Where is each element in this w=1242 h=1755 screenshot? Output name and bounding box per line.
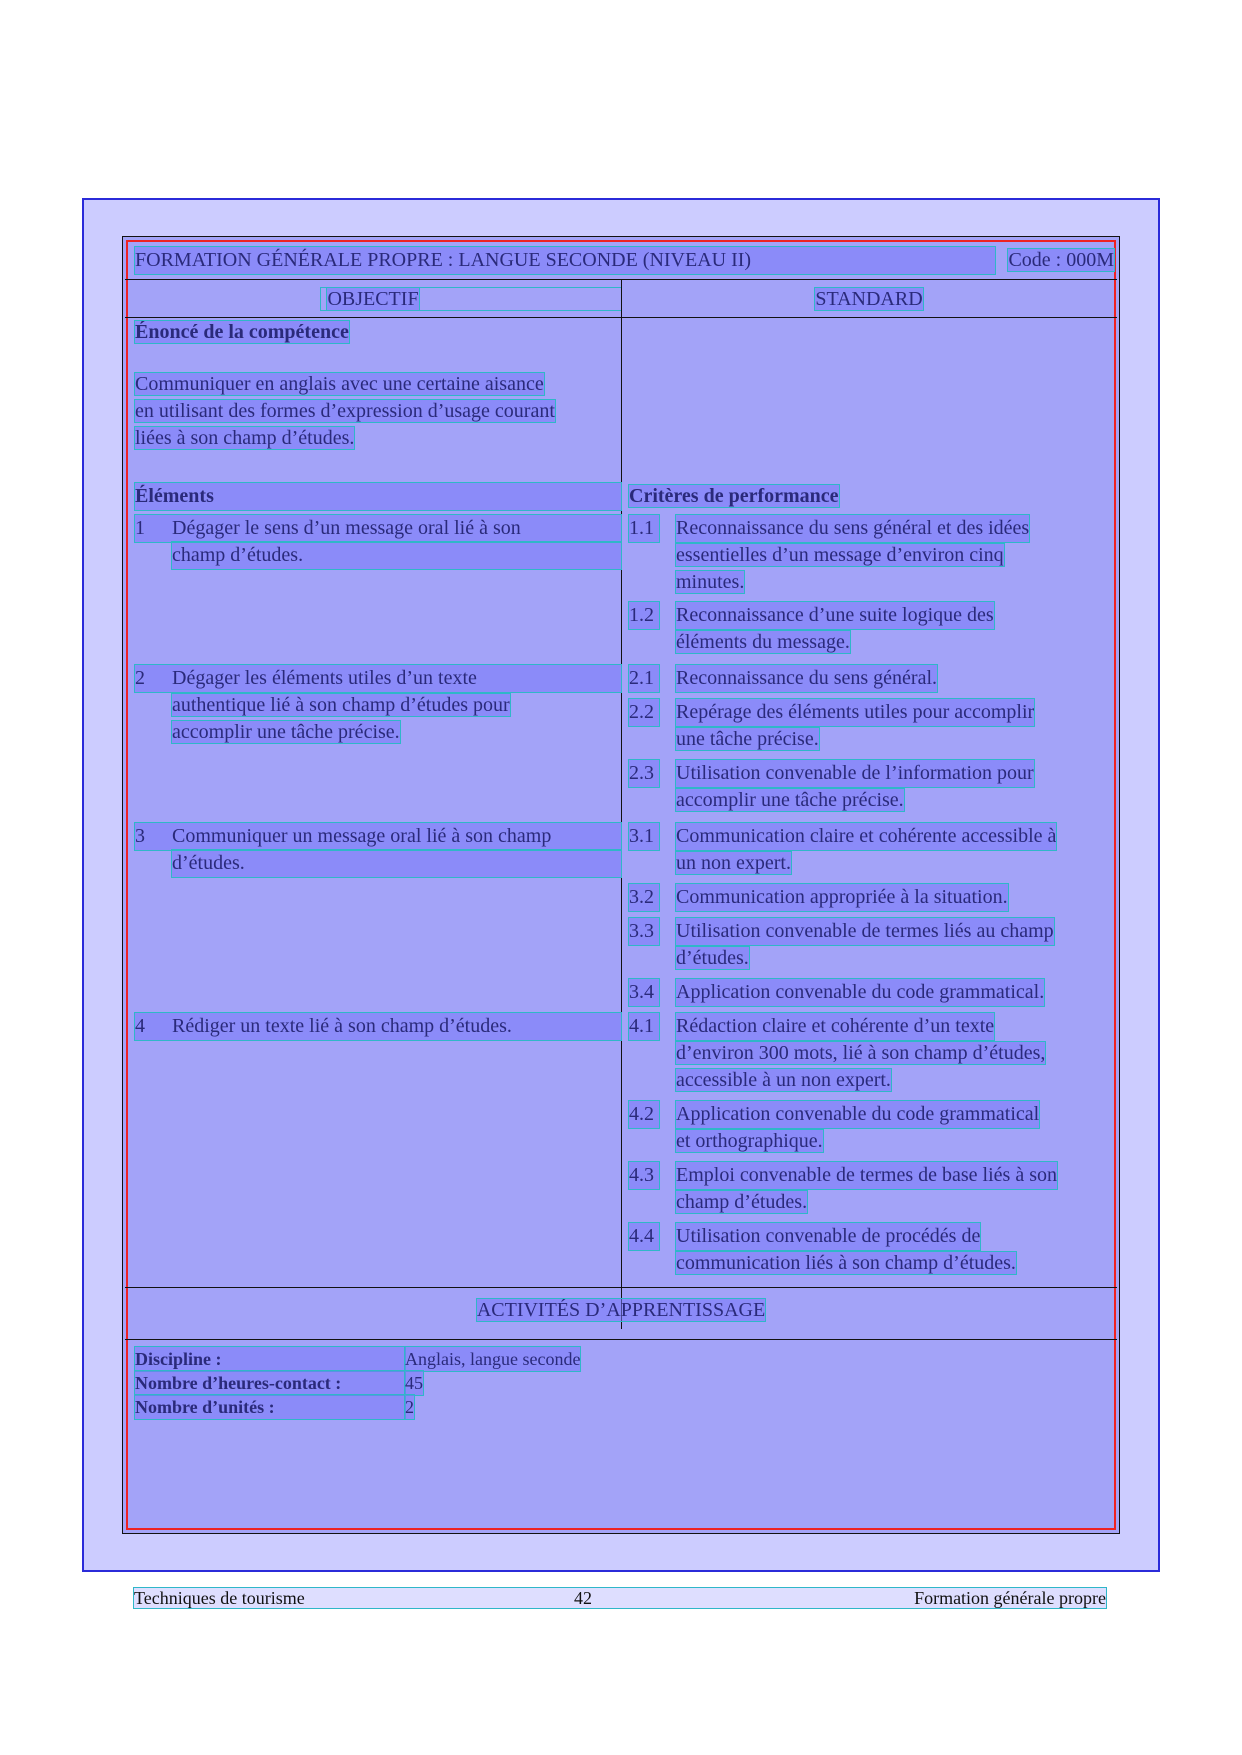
criterion-line: d’environ 300 mots, lié à son champ d’études, [676, 1042, 1046, 1064]
column-header-standard [621, 286, 1117, 313]
criterion-number: 3.3 [629, 918, 659, 945]
detail-label: Nombre d’unités : [135, 1395, 405, 1419]
detail-row [135, 1395, 580, 1419]
element-number: 1 [135, 517, 145, 539]
element-line: Rédiger un texte lié à son champ d’études. [172, 1015, 512, 1037]
detail-row [135, 1371, 580, 1395]
element-item [135, 1013, 621, 1040]
criterion-item [629, 1162, 1115, 1216]
element-item [135, 665, 621, 746]
criteria-heading-text: Critères de performance [629, 485, 839, 507]
criterion-line: une tâche précise. [676, 728, 819, 750]
column-header-objectif-text: OBJECTIF [327, 288, 419, 310]
criterion-number: 3.1 [629, 823, 659, 850]
element-line: d’études. [172, 852, 245, 874]
criterion-line: Utilisation convenable de procédés de [676, 1223, 980, 1250]
criterion-number: 1.1 [629, 515, 659, 542]
criterion-item [629, 699, 1115, 753]
divider [125, 1287, 1117, 1288]
activities-title [125, 1297, 1117, 1324]
table-title [135, 247, 995, 274]
criteria-heading [629, 483, 839, 510]
criterion-line: communication liés à son champ d’études. [676, 1252, 1016, 1274]
course-code-text: Code : 000M [1008, 249, 1114, 271]
element-line: Dégager les éléments utiles d’un texte [172, 667, 477, 689]
criterion-line: Reconnaissance du sens général et des idées [676, 515, 1029, 542]
criterion-line: Reconnaissance du sens général. [676, 665, 937, 692]
detail-label: Discipline : [135, 1347, 405, 1371]
criterion-number: 4.4 [629, 1223, 659, 1250]
element-line: Communiquer un message oral lié à son champ [172, 825, 552, 847]
element-line: Dégager le sens d’un message oral lié à son [172, 517, 521, 539]
course-code [994, 247, 1114, 274]
element-line: authentique lié à son champ d’études pour [172, 694, 510, 716]
criterion-line: accessible à un non expert. [676, 1069, 891, 1091]
criterion-item [629, 823, 1115, 877]
criterion-item [629, 1013, 1115, 1094]
detail-label: Nombre d’heures-contact : [135, 1371, 405, 1395]
element-number: 2 [135, 667, 145, 689]
criterion-item [629, 884, 1115, 911]
criterion-item [629, 1223, 1115, 1277]
table-title-text: FORMATION GÉNÉRALE PROPRE : LANGUE SECONDE (NIVEAU II) [135, 249, 752, 271]
criterion-number: 3.2 [629, 884, 659, 911]
criterion-line: Repérage des éléments utiles pour accomplir [676, 699, 1034, 726]
criterion-number: 4.3 [629, 1162, 659, 1189]
criterion-line: Utilisation convenable de termes liés au champ [676, 918, 1054, 945]
competence-heading [135, 319, 349, 346]
column-header-standard-text: STANDARD [815, 288, 923, 310]
detail-row [135, 1347, 580, 1371]
criterion-line: essentielles d’un message d’environ cinq [676, 544, 1004, 566]
criterion-number: 1.2 [629, 602, 659, 629]
competence-statement [135, 371, 555, 452]
criterion-line: Application convenable du code grammatical [676, 1101, 1039, 1128]
competence-line: liées à son champ d’études. [135, 427, 355, 449]
element-line: accomplir une tâche précise. [172, 721, 400, 743]
criterion-item [629, 760, 1115, 814]
criterion-item [629, 665, 1115, 692]
detail-value: Anglais, langue seconde [405, 1349, 581, 1369]
competence-heading-text: Énoncé de la compétence [135, 321, 349, 343]
elements-heading [135, 483, 621, 510]
criterion-line: champ d’études. [676, 1191, 808, 1213]
criterion-line: Communication appropriée à la situation. [676, 884, 1008, 911]
page-number: 42 [574, 1588, 592, 1608]
column-divider [621, 279, 622, 1329]
element-number: 3 [135, 825, 145, 847]
criterion-line: Communication claire et cohérente accessible à [676, 823, 1056, 850]
criterion-item [629, 918, 1115, 972]
elements-heading-text: Éléments [135, 485, 214, 507]
criterion-number: 2.1 [629, 665, 659, 692]
divider [125, 1339, 1117, 1340]
criterion-number: 4.1 [629, 1013, 659, 1040]
criterion-line: éléments du message. [676, 631, 850, 653]
footer-left: Techniques de tourisme [134, 1588, 305, 1608]
criterion-number: 2.3 [629, 760, 659, 787]
criterion-line: Rédaction claire et cohérente d’un texte [676, 1013, 994, 1040]
criterion-line: et orthographique. [676, 1130, 823, 1152]
criterion-item [629, 1101, 1115, 1155]
competency-table [122, 236, 1120, 1534]
footer-right: Formation générale propre [914, 1588, 1106, 1608]
element-item [135, 515, 621, 569]
element-number: 4 [135, 1015, 145, 1037]
criterion-number: 4.2 [629, 1101, 659, 1128]
criterion-line: un non expert. [676, 852, 791, 874]
criterion-line: d’études. [676, 947, 749, 969]
detail-value: 2 [405, 1397, 414, 1417]
criterion-item [629, 979, 1115, 1006]
competence-line: en utilisant des formes d’expression d’usage courant [135, 400, 555, 422]
criterion-number: 3.4 [629, 979, 659, 1006]
criterion-line: Reconnaissance d’une suite logique des [676, 602, 994, 629]
page-footer [134, 1588, 1106, 1608]
competence-line: Communiquer en anglais avec une certaine aisance [135, 373, 544, 395]
criterion-item [629, 515, 1115, 596]
element-item [135, 823, 621, 877]
criterion-line: accomplir une tâche précise. [676, 789, 904, 811]
criterion-line: Application convenable du code grammatical. [676, 979, 1044, 1006]
criterion-line: Utilisation convenable de l’information pour [676, 760, 1034, 787]
criterion-item [629, 602, 1115, 656]
criterion-line: Emploi convenable de termes de base liés à son [676, 1162, 1057, 1189]
detail-value: 45 [405, 1373, 423, 1393]
element-line: champ d’études. [172, 544, 304, 566]
activities-title-text: ACTIVITÉS D’APPRENTISSAGE [476, 1299, 766, 1321]
column-header-band [321, 288, 621, 310]
criterion-number: 2.2 [629, 699, 659, 726]
criterion-line: minutes. [676, 571, 745, 593]
activities-details [135, 1347, 580, 1419]
